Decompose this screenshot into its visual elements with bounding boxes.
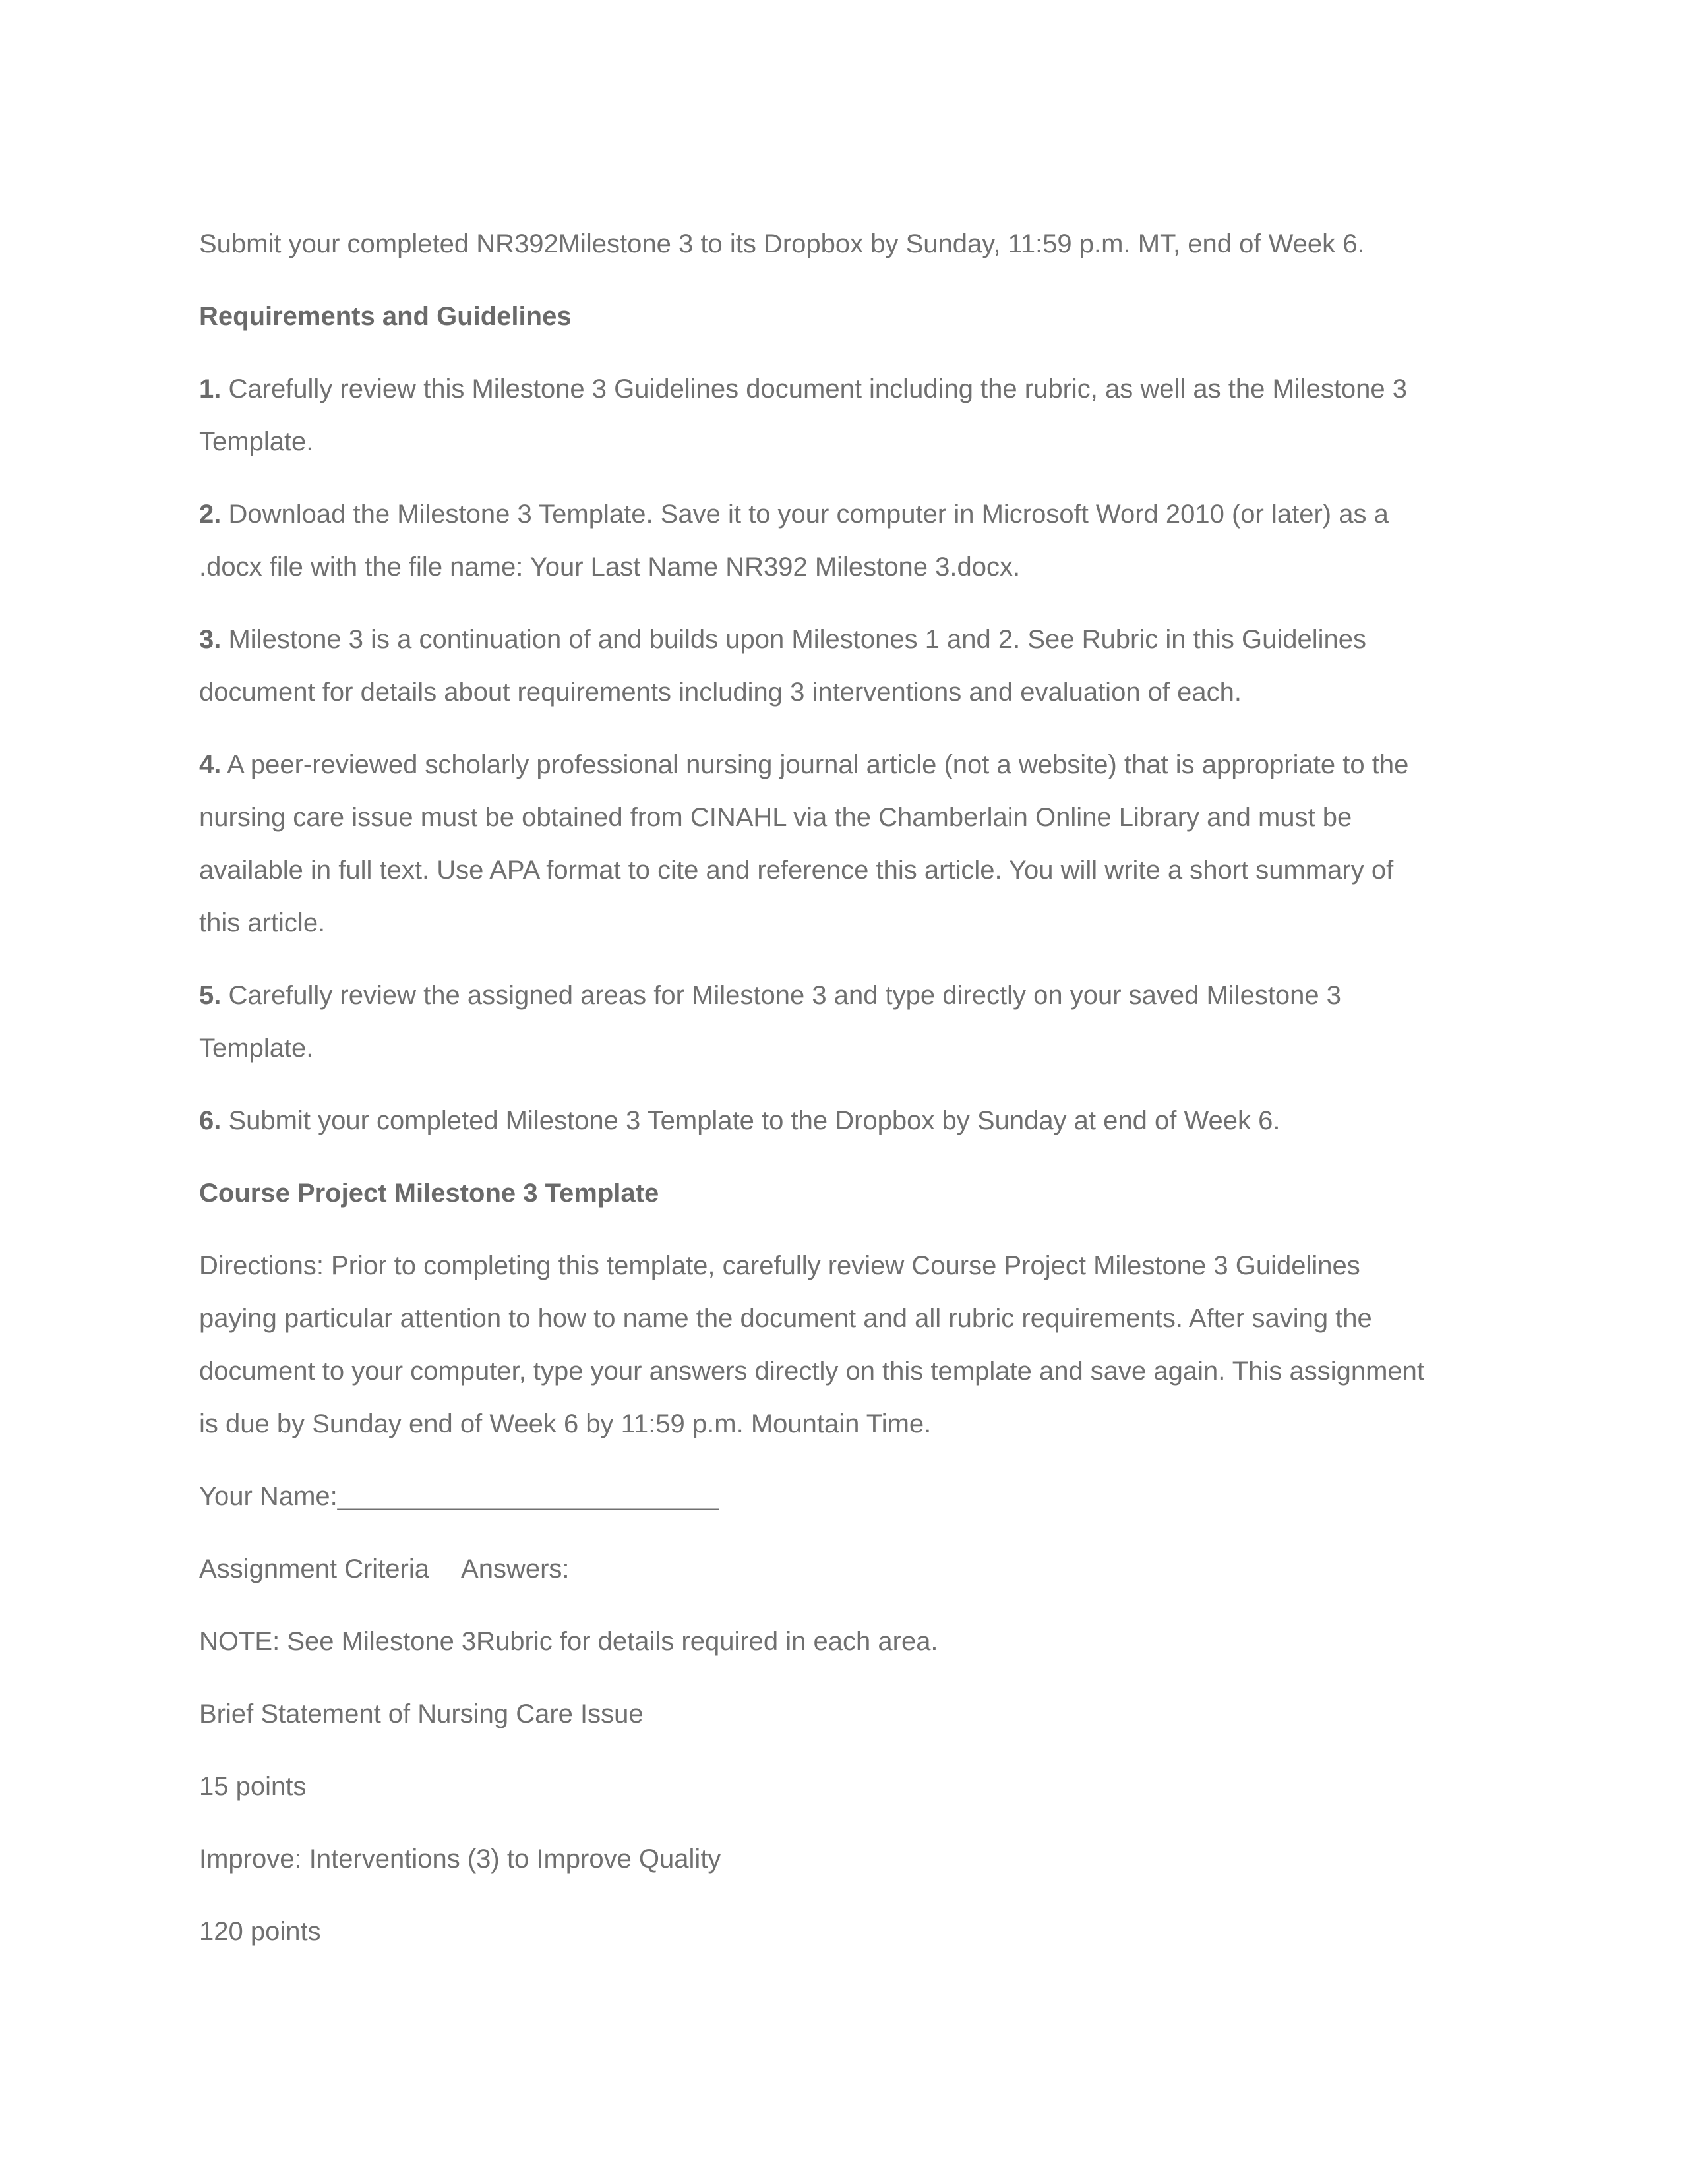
your-name-field: Your Name:__________________________ [199,1482,719,1511]
item-text: A peer-reviewed scholarly professional nursing journal article (not a website) that is appropriate to the [227,750,1409,779]
template-heading: Course Project Milestone 3 Template [199,1179,659,1208]
item-number: 3. [199,625,222,654]
directions-line: is due by Sunday end of Week 6 by 11:59 p.m. Mountain Time. [199,1409,932,1438]
answers-label: Answers: [461,1554,570,1583]
requirement-line [199,738,1492,791]
requirement-line [199,613,1492,666]
improve-points: 120 points [199,1917,321,1946]
item-number: 1. [199,374,222,403]
item-number: 2. [199,500,222,529]
requirement-item-6 [199,1094,1492,1147]
improve-label: Improve: Interventions (3) to Improve Quality [199,1845,721,1874]
requirement-item-5 [199,969,1492,1075]
item-number: 6. [199,1106,222,1135]
requirement-item-2 [199,488,1492,593]
document-page [199,218,1492,1978]
requirement-line: available in full text. Use APA format to cite and reference this article. You will write a short summary of [199,856,1394,885]
note-text: NOTE: See Milestone 3Rubric for details required in each area. [199,1627,938,1656]
requirement-line [199,363,1492,415]
assignment-criteria-label: Assignment Criteria [199,1554,430,1583]
requirement-item-1 [199,363,1492,468]
requirement-line: this article. [199,908,326,937]
item-text: Submit your completed Milestone 3 Template to the Dropbox by Sunday at end of Week 6. [228,1106,1281,1135]
requirement-line [199,488,1492,541]
item-text: Carefully review this Milestone 3 Guidelines document including the rubric, as well as the Milestone 3 [228,374,1408,403]
item-text: Download the Milestone 3 Template. Save it to your computer in Microsoft Word 2010 (or later) as a [228,500,1389,529]
brief-statement-label: Brief Statement of Nursing Care Issue [199,1699,644,1728]
directions-line: paying particular attention to how to name the document and all rubric requirements. After saving the [199,1304,1372,1333]
requirement-line [199,969,1492,1022]
item-number: 4. [199,750,222,779]
item-text: Milestone 3 is a continuation of and builds upon Milestones 1 and 2. See Rubric in this Guidelines [228,625,1366,654]
criteria-row [199,1543,1492,1595]
intro-text: Submit your completed NR392Milestone 3 to its Dropbox by Sunday, 11:59 p.m. MT, end of Week 6. [199,229,1365,258]
requirement-line: Template. [199,1034,314,1063]
requirement-line [199,1094,1492,1147]
directions-line: document to your computer, type your answers directly on this template and save again. This assignment [199,1357,1425,1386]
requirement-item-3 [199,613,1492,719]
requirement-item-4 [199,738,1492,949]
requirement-line: nursing care issue must be obtained from CINAHL via the Chamberlain Online Library and must be [199,803,1352,832]
requirements-heading: Requirements and Guidelines [199,302,572,331]
requirement-line: .docx file with the file name: Your Last Name NR392 Milestone 3.docx. [199,552,1021,581]
item-text: Carefully review the assigned areas for Milestone 3 and type directly on your saved Milestone 3 [228,981,1342,1010]
brief-statement-points: 15 points [199,1772,307,1801]
directions-paragraph [199,1239,1492,1450]
requirement-line: Template. [199,427,314,456]
requirement-line: document for details about requirements including 3 interventions and evaluation of each. [199,678,1242,707]
directions-line: Directions: Prior to completing this template, carefully review Course Project Milestone 3 Guidelines [199,1251,1360,1280]
item-number: 5. [199,981,222,1010]
